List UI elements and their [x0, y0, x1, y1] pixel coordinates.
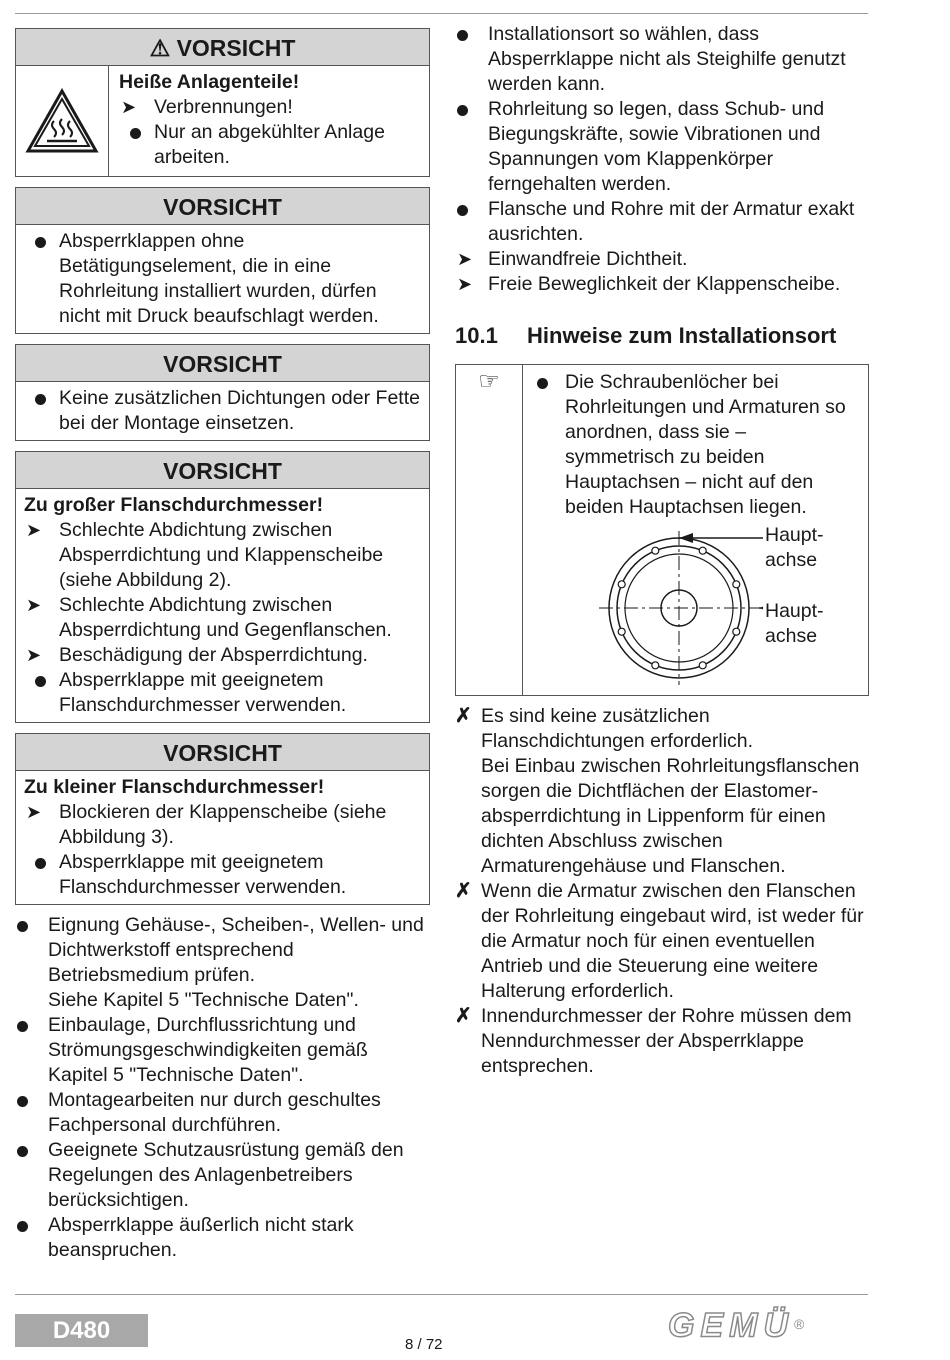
list-item: Einbaulage, Durchflussrichtung und Strömungsgeschwindigkeiten gemäß Kapitel 5 "Technische Daten".: [15, 1013, 430, 1088]
model-badge: D480: [15, 1314, 148, 1347]
caution-box-flange-too-large: [15, 451, 430, 723]
list-item: Geeignete Schutzausrüstung gemäß den Regelungen des Anlagenbetreibers berücksichtigen.: [15, 1138, 430, 1213]
right-column: [455, 22, 869, 1079]
cross-list: [455, 704, 869, 1079]
right-bullet-list: [455, 22, 869, 297]
list-item: Absperrklappen ohne Betätigungselement, die in eine Rohrleitung installiert wurden, dürfen nicht mit Druck beaufschlagt werden.: [24, 229, 421, 329]
list-item: Absperrklappe mit geeignetem Flanschdurchmesser verwenden.: [24, 668, 421, 718]
list-item: Keine zusätzlichen Dichtungen oder Fette bei der Montage einsetzen.: [24, 386, 421, 436]
list-item: ✗ Innendurchmesser der Rohre müssen dem Nenndurchmesser der Absperrklappe entsprechen.: [455, 1005, 852, 1077]
list-item: ➤ Schlechte Abdichtung zwischen Absperrdichtung und Klappenscheibe (siehe Abbildung 2).: [26, 519, 384, 591]
list-item: Absperrklappe mit geeignetem Flanschdurchmesser verwenden.: [24, 850, 421, 900]
list-item: ➤ Freie Beweglichkeit der Klappenscheibe.: [457, 273, 841, 295]
caution-box-no-actuator: [15, 187, 430, 334]
hot-surface-icon: [16, 66, 109, 176]
list-item: Rohrleitung so legen, dass Schub- und Biegungskräfte, sowie Vibrationen und Spannungen vom Klappenkörper ferngehalten werden.: [455, 97, 869, 197]
list-item: ➤ Beschädigung der Absperrdichtung.: [26, 644, 368, 666]
axis-label-1: Haupt- achse: [765, 524, 824, 571]
tip-box: [455, 364, 869, 696]
warning-triangle-icon: ⚠: [149, 35, 171, 61]
flange-diagram: [563, 523, 763, 693]
list-item: ✗ Wenn die Armatur zwischen den Flanschen der Rohrleitung eingebaut wird, ist weder für die Armatur noch für einen eventuellen Antrieb und die Steuerung eine weitere Halterung erforderlich.: [455, 880, 864, 1002]
list-item: Montagearbeiten nur durch geschultes Fachpersonal durchführen.: [15, 1088, 430, 1138]
list-item: Installationsort so wählen, dass Absperrklappe nicht als Steighilfe genutzt werden kann.: [455, 22, 869, 97]
list-item: ✗ Es sind keine zusätzlichen Flanschdichtungen erforderlich. Bei Einbau zwischen Rohrleitungsflanschen sorgen die Dichtflächen der Elastomer-absperrdichtung in Lippenform für einen dichten Abschluss zwischen Armaturengehäuse und Flanschen.: [455, 705, 860, 877]
caution-subtitle: Heiße Anlagenteile!: [119, 71, 300, 93]
top-rule: [15, 13, 868, 14]
caution-heading: VORSICHT: [16, 188, 429, 225]
page-number: 8 / 72: [405, 1336, 443, 1353]
list-item: Eignung Gehäuse-, Scheiben-, Wellen- und Dichtwerkstoff entsprechend Betriebsmedium prüfen. Siehe Kapitel 5 "Technische Daten".: [15, 913, 430, 1013]
list-item: Absperrklappe äußerlich nicht stark beanspruchen.: [15, 1213, 430, 1263]
left-bullet-list: [15, 913, 430, 1263]
list-item: ➤ Blockieren der Klappenscheibe (siehe Abbildung 3).: [26, 801, 387, 848]
list-item: ➤ Schlechte Abdichtung zwischen Absperrdichtung und Gegenflanschen.: [26, 594, 392, 641]
caution-subtitle: Zu großer Flanschdurchmesser!: [24, 494, 324, 516]
axis-label-2: Haupt- achse: [765, 600, 824, 647]
pointing-hand-icon: ☞: [456, 365, 523, 695]
gemu-logo: GEMÜ®: [668, 1306, 805, 1345]
tip-text: Die Schraubenlöcher bei Rohrleitungen und Armaturen so anordnen, dass sie – symmetrisch zu beiden Hauptachsen – nicht auf den beiden Hauptachsen liegen.: [531, 370, 860, 520]
list-item: Flansche und Rohre mit der Armatur exakt ausrichten.: [455, 197, 869, 247]
list-item: ➤ Einwandfreie Dichtheit.: [457, 248, 688, 270]
caution-heading: ⚠ VORSICHT: [16, 29, 429, 66]
caution-heading: VORSICHT: [16, 734, 429, 771]
section-heading: 10.1 Hinweise zum Installationsort: [455, 323, 837, 348]
caution-subtitle: Zu kleiner Flanschdurchmesser!: [24, 776, 325, 798]
caution-heading: VORSICHT: [16, 452, 429, 489]
caution-box-flange-too-small: [15, 733, 430, 905]
list-item: Nur an abgekühlter Anlage arbeiten.: [119, 120, 421, 170]
caution-heading: VORSICHT: [16, 345, 429, 382]
bottom-rule: [15, 1294, 868, 1295]
caution-box-no-seals: [15, 344, 430, 441]
caution-box-hot-parts: [15, 28, 430, 177]
left-column: [15, 28, 430, 1263]
list-item: ➤ Verbrennungen!: [121, 96, 293, 118]
